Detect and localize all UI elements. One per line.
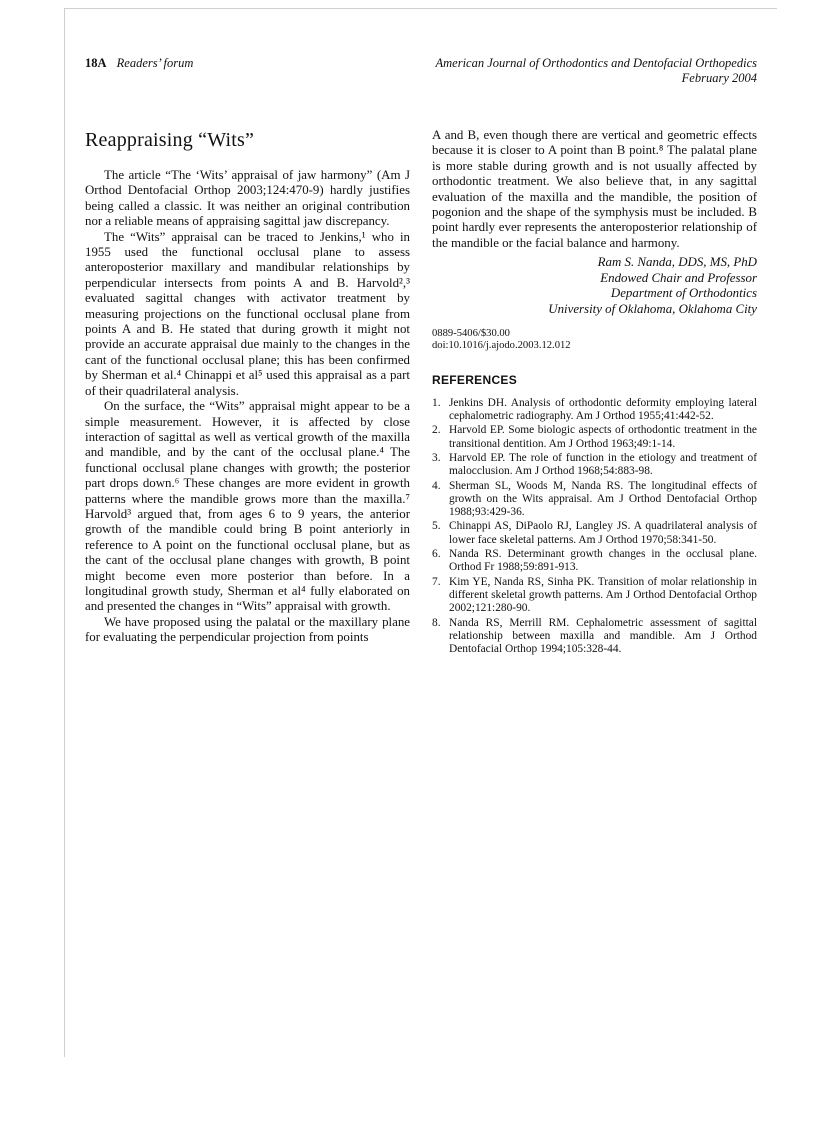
reference-item: Harvold EP. The role of function in the etiology and treatment of malocclusion. Am J Orthod 1968;54:883-98. xyxy=(449,452,757,478)
paragraph: On the surface, the “Wits” appraisal might appear to be a simple measurement. However, it is affected by close interaction of sagittal as well as vertical growth of the maxilla and mandible, and by the cant of the occlusal plane.⁴ The functional occlusal plane changes with growth; the posterior part drops down.⁶ These changes are more evident in growth patterns where the mandible grows more than the maxilla.⁷ Harvold³ argued that, from ages 6 to 9 years, the anterior growth of the mandible could bring B point anteriorly in reference to A point on the functional occlusal plane, but as the cant of the occlusal plane changes with growth, B point might become even more posterior than before. In a longitudinal growth study, Sherman et al⁴ fully elaborated on and presented the changes in “Wits” appraisal with growth. xyxy=(85,399,410,614)
issue-date: February 2004 xyxy=(681,71,757,85)
article-meta xyxy=(432,328,757,353)
left-column xyxy=(85,128,410,657)
signature-line: Department of Orthodontics xyxy=(610,286,757,301)
article-title: Reappraising “Wits” xyxy=(85,129,255,151)
paragraph: The “Wits” appraisal can be traced to Jenkins,¹ who in 1955 used the functional occlusal plane to assess anteroposterior maxillary and mandibular relationships by perpendicular intersects from points A and B. Harvold²,³ evaluated sagittal changes with activator treatment by measuring projections on the functional occlusal plane from points A and B. He stated that during growth it might not provide an accurate appraisal due mainly to the changes in the cant of the functional occlusal plane; this has been confirmed by Sherman et al.⁴ Chinappi et al⁵ used this appraisal as a part of their quadrilateral analysis. xyxy=(85,229,410,398)
reference-item: Kim YE, Nanda RS, Sinha PK. Transition of molar relationship in different skeletal growth patterns. Am J Orthod Dentofacial Orthop 2002;121:280-90. xyxy=(449,575,757,615)
doi: doi:10.1016/j.ajodo.2003.12.012 xyxy=(432,340,571,352)
reference-item: Sherman SL, Woods M, Nanda RS. The longitudinal effects of growth on the Wits appraisal. Am J Orthod Dentofacial Orthop 1988;93:429-36. xyxy=(449,479,757,519)
issn-price: 0889-5406/$30.00 xyxy=(432,327,510,339)
signature-line: University of Oklahoma, Oklahoma City xyxy=(548,302,757,317)
reference-item: Jenkins DH. Analysis of orthodontic deformity employing lateral cephalometric radiography. Am J Orthod 1955;41:442-52. xyxy=(449,396,757,423)
reference-item: Harvold EP. Some biologic aspects of orthodontic treatment in the transitional dentition. Am J Orthod 1963;49:1-14. xyxy=(449,424,757,450)
article-columns xyxy=(85,128,757,657)
references-list xyxy=(432,397,757,657)
page-number: 18A xyxy=(85,56,107,70)
right-column xyxy=(432,128,757,657)
paragraph: The article “The ‘Wits’ appraisal of jaw harmony” (Am J Orthod Dentofacial Orthop 2003;124:470-9) hardly justifies being called a classic. It was neither an original contribution nor a reliable means of appraising sagittal jaw discrepancy. xyxy=(85,168,410,229)
signature-line: Ram S. Nanda, DDS, MS, PhD xyxy=(597,255,757,270)
references-heading: REFERENCES xyxy=(432,372,518,387)
header-left xyxy=(85,56,193,71)
author-signature xyxy=(432,255,757,317)
page-header xyxy=(85,56,757,86)
journal-title: American Journal of Orthodontics and Dentofacial Orthopedics xyxy=(435,56,757,70)
signature-line: Endowed Chair and Professor xyxy=(600,270,757,285)
reference-item: Nanda RS. Determinant growth changes in the occlusal plane. Orthod Fr 1988;59:891-913. xyxy=(449,548,757,574)
reference-item: Nanda RS, Merrill RM. Cephalometric assessment of sagittal relationship between maxilla and mandible. Am J Orthod Dentofacial Orthop 1994;105:328-44. xyxy=(449,616,757,656)
paragraph: We have proposed using the palatal or the maxillary plane for evaluating the perpendicular projection from points xyxy=(85,614,410,645)
header-right xyxy=(436,56,758,86)
paragraph: A and B, even though there are vertical and geometric effects because it is closer to A point than B point.⁸ The palatal plane is more stable during growth and is not usually affected by orthodontic treatment. We also believe that, in any sagittal evaluation of the maxilla and the mandible, the position of pogonion and the shape of the symphysis must be included. B point hardly ever represents the anteroposterior relationship of the mandible or the facial balance and harmony. xyxy=(432,128,757,250)
section-title: Readers’ forum xyxy=(116,56,194,70)
reference-item: Chinappi AS, DiPaolo RJ, Langley JS. A quadrilateral analysis of lower face skeletal patterns. Am J Orthod 1970;58:341-50. xyxy=(449,520,757,546)
article-body-left xyxy=(85,168,410,646)
article-body-right xyxy=(432,128,757,251)
